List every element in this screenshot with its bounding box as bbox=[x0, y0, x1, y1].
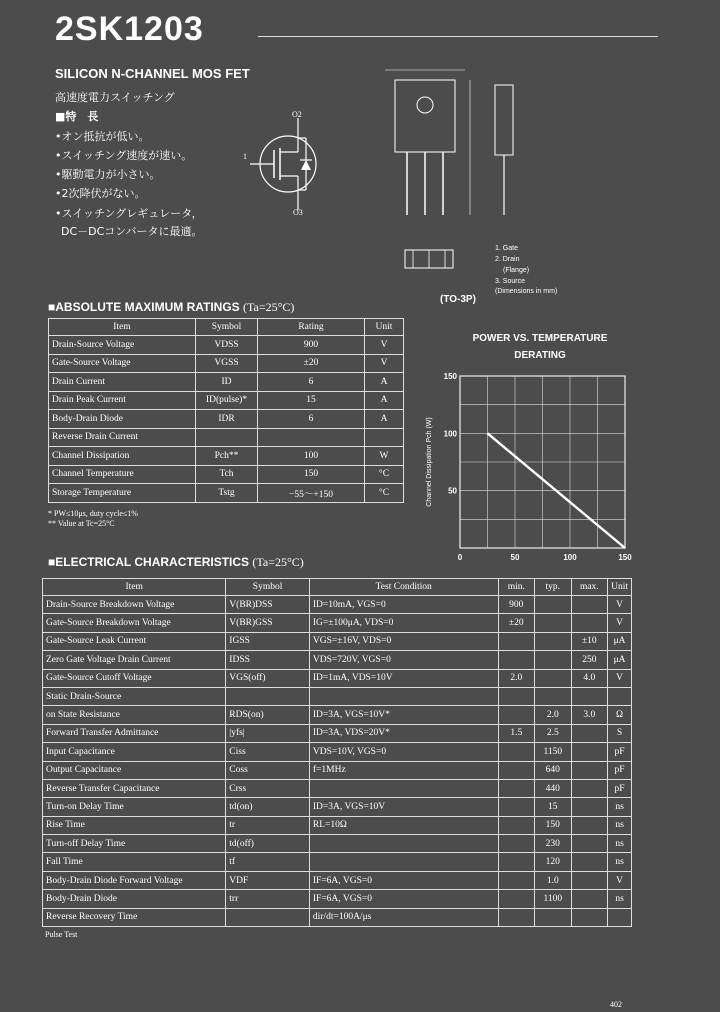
amr-cell: Tch bbox=[196, 465, 258, 484]
elec-cell: Gate-Source Cutoff Voltage bbox=[43, 669, 226, 687]
elec-cell: Output Capacitance bbox=[43, 761, 226, 779]
elec-cell: Reverse Recovery Time bbox=[43, 908, 226, 926]
amr-title-text: ■ABSOLUTE MAXIMUM RATINGS bbox=[48, 300, 240, 314]
elec-cell: ns bbox=[608, 835, 632, 853]
chart-x-tick-label: 50 bbox=[510, 553, 520, 562]
elec-cell: 3.0 bbox=[571, 706, 608, 724]
elec-title bbox=[48, 555, 304, 570]
amr-header-unit: Unit bbox=[365, 319, 404, 336]
amr-row bbox=[49, 465, 404, 484]
elec-cell: Ciss bbox=[226, 743, 310, 761]
elec-cell: Turn-on Delay Time bbox=[43, 798, 226, 816]
elec-cell bbox=[226, 908, 310, 926]
amr-cell: Gate-Source Voltage bbox=[49, 354, 196, 373]
amr-cell bbox=[365, 428, 404, 447]
chart-title-text: POWER VS. TEMPERATURE DERATING bbox=[472, 333, 608, 361]
amr-cell bbox=[258, 428, 365, 447]
amr-cell: Storage Temperature bbox=[49, 484, 196, 503]
elec-cell: V(BR)GSS bbox=[226, 614, 310, 632]
elec-cell: ±10 bbox=[571, 632, 608, 650]
elec-cell bbox=[571, 798, 608, 816]
elec-cell: μA bbox=[608, 632, 632, 650]
pin-2-label: 2. Drain bbox=[495, 256, 520, 263]
elec-cell: Body-Drain Diode bbox=[43, 890, 226, 908]
elec-row bbox=[43, 761, 632, 779]
elec-cell: 2.0 bbox=[535, 706, 572, 724]
elec-cell: Rise Time bbox=[43, 816, 226, 834]
amr-cell: W bbox=[365, 447, 404, 466]
elec-cell: tf bbox=[226, 853, 310, 871]
elec-cell bbox=[535, 596, 572, 614]
elec-header-symbol: Symbol bbox=[226, 579, 310, 596]
elec-row bbox=[43, 706, 632, 724]
package-name: (TO-3P) bbox=[440, 294, 476, 305]
elec-condition: (Ta=25°C) bbox=[252, 555, 304, 569]
elec-cell bbox=[498, 779, 534, 797]
elec-cell: VDF bbox=[226, 871, 310, 889]
amr-cell: 6 bbox=[258, 410, 365, 429]
elec-cell bbox=[571, 835, 608, 853]
elec-cell: ID=3A, VGS=10V* bbox=[309, 706, 498, 724]
amr-cell: ±20 bbox=[258, 354, 365, 373]
chart-x-tick-label: 150 bbox=[618, 553, 632, 562]
elec-cell: 2.5 bbox=[535, 724, 572, 742]
elec-cell bbox=[498, 835, 534, 853]
elec-cell: VDS=10V, VGS=0 bbox=[309, 743, 498, 761]
elec-cell bbox=[498, 743, 534, 761]
elec-cell bbox=[608, 687, 632, 705]
amr-cell: Channel Dissipation bbox=[49, 447, 196, 466]
amr-cell: IDR bbox=[196, 410, 258, 429]
amr-cell: Channel Temperature bbox=[49, 465, 196, 484]
elec-cell: IF=6A, VGS=0 bbox=[309, 890, 498, 908]
amr-cell: V bbox=[365, 354, 404, 373]
amr-cell: Tstg bbox=[196, 484, 258, 503]
elec-cell bbox=[535, 687, 572, 705]
elec-cell: μA bbox=[608, 651, 632, 669]
electrical-characteristics-table bbox=[42, 578, 632, 927]
amr-cell: A bbox=[365, 373, 404, 392]
elec-cell: IF=6A, VGS=0 bbox=[309, 871, 498, 889]
elec-cell bbox=[535, 614, 572, 632]
elec-cell bbox=[498, 890, 534, 908]
elec-row bbox=[43, 596, 632, 614]
elec-cell: IGSS bbox=[226, 632, 310, 650]
elec-cell: ID=3A, VDS=20V* bbox=[309, 724, 498, 742]
feature-5: •スイッチングレギュレータ， bbox=[55, 207, 203, 220]
elec-cell bbox=[309, 687, 498, 705]
amr-cell: Drain Current bbox=[49, 373, 196, 392]
elec-cell: ±20 bbox=[498, 614, 534, 632]
elec-cell bbox=[498, 853, 534, 871]
amr-cell: Pch** bbox=[196, 447, 258, 466]
elec-header-item: Item bbox=[43, 579, 226, 596]
elec-header-condition: Test Condition bbox=[309, 579, 498, 596]
elec-cell: trr bbox=[226, 890, 310, 908]
amr-cell: 900 bbox=[258, 336, 365, 355]
elec-cell bbox=[535, 908, 572, 926]
elec-cell bbox=[309, 853, 498, 871]
amr-cell: 6 bbox=[258, 373, 365, 392]
elec-cell: Turn-off Delay Time bbox=[43, 835, 226, 853]
amr-condition: (Ta=25°C) bbox=[243, 300, 295, 314]
elec-cell: VDS=720V, VGS=0 bbox=[309, 651, 498, 669]
elec-cell: V bbox=[608, 669, 632, 687]
elec-cell bbox=[498, 761, 534, 779]
elec-cell: tr bbox=[226, 816, 310, 834]
elec-cell: IDSS bbox=[226, 651, 310, 669]
elec-cell bbox=[571, 871, 608, 889]
elec-cell bbox=[571, 724, 608, 742]
amr-cell: A bbox=[365, 391, 404, 410]
elec-cell: 250 bbox=[571, 651, 608, 669]
amr-header-item: Item bbox=[49, 319, 196, 336]
elec-cell: Ω bbox=[608, 706, 632, 724]
pin-1-label: 1. Gate bbox=[495, 245, 518, 252]
amr-cell: °C bbox=[365, 465, 404, 484]
elec-row bbox=[43, 871, 632, 889]
amr-cell: 15 bbox=[258, 391, 365, 410]
amr-row bbox=[49, 336, 404, 355]
elec-cell: Body-Drain Diode Forward Voltage bbox=[43, 871, 226, 889]
header-rule bbox=[258, 36, 658, 37]
elec-cell bbox=[498, 632, 534, 650]
elec-cell bbox=[571, 687, 608, 705]
elec-cell: pF bbox=[608, 761, 632, 779]
amr-note-1: * PW≤10μs, duty cycle≤1% bbox=[48, 509, 138, 518]
chart-title bbox=[450, 330, 630, 364]
elec-cell: 15 bbox=[535, 798, 572, 816]
elec-cell bbox=[535, 651, 572, 669]
amr-header-symbol: Symbol bbox=[196, 319, 258, 336]
amr-cell: Drain Peak Current bbox=[49, 391, 196, 410]
elec-cell bbox=[535, 669, 572, 687]
amr-cell: −55～+150 bbox=[258, 484, 365, 503]
elec-row bbox=[43, 724, 632, 742]
amr-row bbox=[49, 484, 404, 503]
elec-cell: S bbox=[608, 724, 632, 742]
elec-cell: VGS(off) bbox=[226, 669, 310, 687]
amr-cell: A bbox=[365, 410, 404, 429]
elec-cell: 900 bbox=[498, 596, 534, 614]
elec-header-unit: Unit bbox=[608, 579, 632, 596]
features-heading: ■特 長 bbox=[55, 110, 99, 123]
elec-row bbox=[43, 651, 632, 669]
elec-cell bbox=[571, 816, 608, 834]
amr-cell: Drain-Source Voltage bbox=[49, 336, 196, 355]
elec-cell bbox=[571, 908, 608, 926]
subtitle: SILICON N-CHANNEL MOS FET bbox=[55, 66, 250, 81]
elec-cell: ns bbox=[608, 890, 632, 908]
elec-header-typ: typ. bbox=[535, 579, 572, 596]
elec-cell bbox=[571, 614, 608, 632]
amr-cell: 100 bbox=[258, 447, 365, 466]
elec-cell: Crss bbox=[226, 779, 310, 797]
amr-cell: VGSS bbox=[196, 354, 258, 373]
amr-row bbox=[49, 354, 404, 373]
elec-cell: pF bbox=[608, 779, 632, 797]
elec-cell bbox=[498, 871, 534, 889]
elec-row bbox=[43, 908, 632, 926]
absolute-maximum-ratings-table bbox=[48, 318, 404, 503]
elec-cell bbox=[571, 853, 608, 871]
elec-cell: f=1MHz bbox=[309, 761, 498, 779]
elec-row bbox=[43, 743, 632, 761]
elec-cell: V bbox=[608, 614, 632, 632]
feature-4: •2次降伏がない。 bbox=[55, 187, 146, 200]
amr-cell: ID(pulse)* bbox=[196, 391, 258, 410]
elec-cell: V bbox=[608, 596, 632, 614]
elec-cell: on State Resistance bbox=[43, 706, 226, 724]
elec-cell bbox=[571, 761, 608, 779]
chart-x-tick-label: 100 bbox=[563, 553, 577, 562]
amr-row bbox=[49, 410, 404, 429]
elec-cell: Gate-Source Breakdown Voltage bbox=[43, 614, 226, 632]
elec-cell bbox=[226, 687, 310, 705]
elec-cell: ns bbox=[608, 816, 632, 834]
elec-row bbox=[43, 853, 632, 871]
elec-cell: 1150 bbox=[535, 743, 572, 761]
chart-y-axis-label: Channel Dissipation Pch (W) bbox=[426, 417, 433, 507]
elec-cell: V(BR)DSS bbox=[226, 596, 310, 614]
chart-y-tick-label: 150 bbox=[443, 372, 457, 381]
amr-row bbox=[49, 373, 404, 392]
elec-cell bbox=[498, 798, 534, 816]
elec-cell: Zero Gate Voltage Drain Current bbox=[43, 651, 226, 669]
elec-cell: ns bbox=[608, 798, 632, 816]
elec-cell: td(on) bbox=[226, 798, 310, 816]
elec-cell bbox=[571, 743, 608, 761]
elec-row bbox=[43, 779, 632, 797]
elec-cell bbox=[571, 596, 608, 614]
elec-cell: 1.0 bbox=[535, 871, 572, 889]
elec-row bbox=[43, 835, 632, 853]
elec-cell: Static Drain-Source bbox=[43, 687, 226, 705]
elec-cell: 230 bbox=[535, 835, 572, 853]
elec-note: Pulse Test bbox=[45, 930, 78, 939]
elec-cell: RDS(on) bbox=[226, 706, 310, 724]
amr-note-2: ** Value at Tc=25°C bbox=[48, 519, 115, 528]
mosfet-symbol-icon bbox=[238, 108, 348, 220]
feature-3: •駆動電力が小さい。 bbox=[55, 168, 161, 181]
elec-cell: VGS=±16V, VDS=0 bbox=[309, 632, 498, 650]
elec-cell: ns bbox=[608, 853, 632, 871]
pin-3-label: 3. Source bbox=[495, 278, 525, 285]
elec-cell: Input Capacitance bbox=[43, 743, 226, 761]
elec-cell: 1.5 bbox=[498, 724, 534, 742]
elec-cell: ID=3A, VGS=10V bbox=[309, 798, 498, 816]
elec-cell: Reverse Transfer Capacitance bbox=[43, 779, 226, 797]
elec-cell bbox=[498, 706, 534, 724]
amr-row bbox=[49, 391, 404, 410]
elec-cell: Fall Time bbox=[43, 853, 226, 871]
elec-header-max: max. bbox=[571, 579, 608, 596]
elec-cell: Coss bbox=[226, 761, 310, 779]
elec-cell: 150 bbox=[535, 816, 572, 834]
pin-2-flange-label: (Flange) bbox=[503, 267, 530, 274]
power-derating-chart bbox=[415, 366, 640, 571]
elec-row bbox=[43, 632, 632, 650]
feature-6: DC－DCコンバータに最適。 bbox=[61, 225, 203, 238]
elec-cell: 4.0 bbox=[571, 669, 608, 687]
elec-cell bbox=[608, 908, 632, 926]
elec-row bbox=[43, 816, 632, 834]
elec-cell: ID=10mA, VGS=0 bbox=[309, 596, 498, 614]
chart-y-tick-label: 50 bbox=[448, 486, 457, 496]
elec-cell: 640 bbox=[535, 761, 572, 779]
elec-cell bbox=[571, 779, 608, 797]
elec-row bbox=[43, 687, 632, 705]
amr-row bbox=[49, 447, 404, 466]
elec-row bbox=[43, 669, 632, 687]
elec-cell: 120 bbox=[535, 853, 572, 871]
symbol-gate-label: 1 bbox=[243, 152, 247, 161]
elec-cell: 440 bbox=[535, 779, 572, 797]
elec-cell bbox=[309, 779, 498, 797]
chart-y-tick-label: 100 bbox=[443, 429, 457, 439]
elec-cell bbox=[498, 651, 534, 669]
elec-header-min: min. bbox=[498, 579, 534, 596]
elec-row bbox=[43, 798, 632, 816]
elec-cell: IG=±100μA, VDS=0 bbox=[309, 614, 498, 632]
elec-cell: ID=1mA, VDS=10V bbox=[309, 669, 498, 687]
elec-row bbox=[43, 614, 632, 632]
amr-cell: VDSS bbox=[196, 336, 258, 355]
amr-header-rating: Rating bbox=[258, 319, 365, 336]
elec-cell bbox=[498, 687, 534, 705]
elec-cell: pF bbox=[608, 743, 632, 761]
amr-cell: °C bbox=[365, 484, 404, 503]
amr-cell: Reverse Drain Current bbox=[49, 428, 196, 447]
elec-cell: RL=10Ω bbox=[309, 816, 498, 834]
elec-cell: 2.0 bbox=[498, 669, 534, 687]
elec-cell: V bbox=[608, 871, 632, 889]
chart-x-tick-label: 0 bbox=[457, 553, 463, 562]
page-number: 402 bbox=[610, 1000, 622, 1009]
amr-cell: V bbox=[365, 336, 404, 355]
amr-cell: 150 bbox=[258, 465, 365, 484]
elec-cell bbox=[571, 890, 608, 908]
part-number: 2SK1203 bbox=[55, 10, 204, 48]
elec-cell: dir/dt=100A/μs bbox=[309, 908, 498, 926]
amr-row bbox=[49, 428, 404, 447]
elec-cell: Forward Transfer Admittance bbox=[43, 724, 226, 742]
elec-title-text: ■ELECTRICAL CHARACTERISTICS bbox=[48, 555, 250, 569]
amr-cell: Body-Drain Diode bbox=[49, 410, 196, 429]
feature-1: •オン抵抗が低い。 bbox=[55, 130, 150, 143]
elec-cell bbox=[498, 816, 534, 834]
elec-cell: 1100 bbox=[535, 890, 572, 908]
dimension-unit-note: (Dimensions in mm) bbox=[495, 288, 558, 295]
amr-cell bbox=[196, 428, 258, 447]
elec-cell bbox=[535, 632, 572, 650]
elec-row bbox=[43, 890, 632, 908]
elec-cell: |yfs| bbox=[226, 724, 310, 742]
elec-cell bbox=[309, 835, 498, 853]
feature-2: •スイッチング速度が速い。 bbox=[55, 149, 193, 162]
elec-cell: Gate-Source Leak Current bbox=[43, 632, 226, 650]
elec-cell: Drain-Source Breakdown Voltage bbox=[43, 596, 226, 614]
application-jp: 高速度電力スイッチング bbox=[55, 91, 175, 104]
elec-cell: td(off) bbox=[226, 835, 310, 853]
symbol-source-label: O3 bbox=[293, 208, 303, 217]
elec-cell bbox=[498, 908, 534, 926]
amr-cell: ID bbox=[196, 373, 258, 392]
symbol-drain-label: O2 bbox=[292, 110, 302, 119]
amr-title bbox=[48, 300, 294, 315]
